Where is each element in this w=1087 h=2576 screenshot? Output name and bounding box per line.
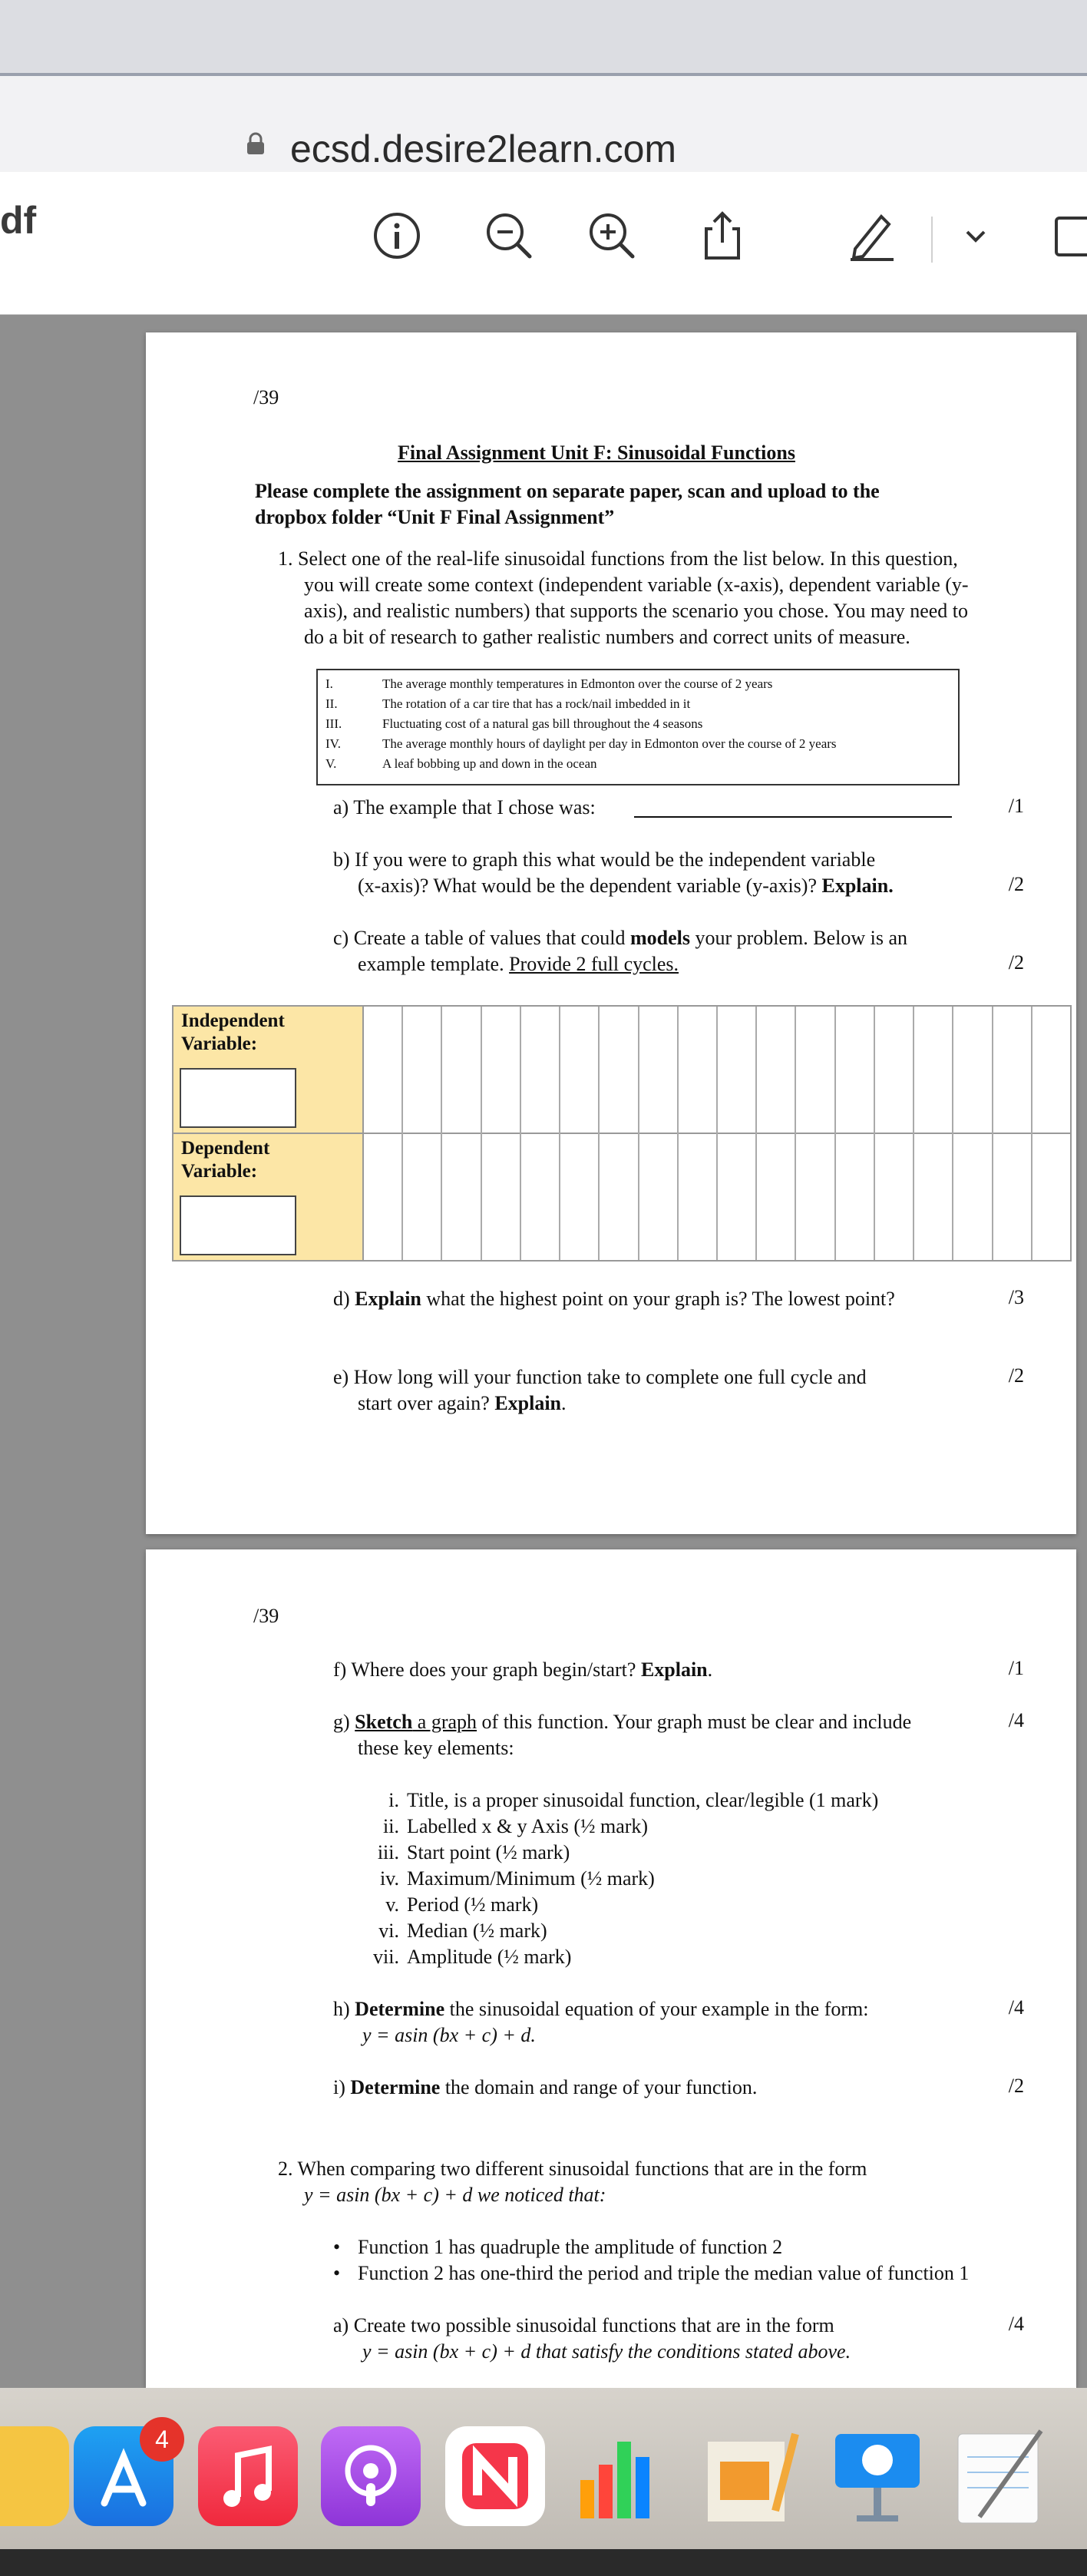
pages-glyph bbox=[700, 2426, 800, 2526]
pdf-page-1 bbox=[146, 332, 1076, 1534]
independent-label: Independent bbox=[181, 1010, 285, 1031]
info-icon[interactable] bbox=[370, 209, 424, 263]
zoom-in-icon[interactable] bbox=[585, 209, 639, 263]
score-total: /39 bbox=[253, 1605, 279, 1627]
option-text: A leaf bobbing up and down in the ocean bbox=[382, 756, 597, 771]
question-1i: i) Determine the domain and range of your function. bbox=[333, 2076, 758, 2098]
option-text: Fluctuating cost of a natural gas bill throughout the 4 seasons bbox=[382, 716, 703, 731]
share-icon[interactable] bbox=[695, 209, 749, 263]
zoom-out-icon[interactable] bbox=[482, 209, 536, 263]
chevron-down-icon[interactable] bbox=[949, 209, 1003, 263]
option-text: The average monthly hours of daylight per day in Edmonton over the course of 2 years bbox=[382, 736, 837, 751]
option-number: IV. bbox=[325, 736, 341, 751]
question-1c-line-1: c) Create a table of values that could models your problem. Below is an bbox=[333, 927, 908, 949]
textedit-icon[interactable] bbox=[949, 2426, 1049, 2526]
question-1g-line-2: these key elements: bbox=[358, 1737, 514, 1759]
option-number: I. bbox=[325, 676, 333, 691]
table-column-line bbox=[677, 1007, 679, 1260]
question-1h-line-1: h) Determine the sinusoidal equation of your example in the form: bbox=[333, 1998, 869, 2020]
bullet-dot: • bbox=[333, 2236, 341, 2258]
news-icon[interactable] bbox=[445, 2426, 545, 2526]
table-column-line bbox=[598, 1007, 600, 1260]
dependent-label: Dependent bbox=[181, 1138, 270, 1159]
marks-1h: /4 bbox=[1008, 1996, 1024, 2019]
keynote-glyph bbox=[828, 2426, 927, 2526]
document-title: df bbox=[0, 199, 37, 242]
question-1-line: axis), and realistic numbers) that supports the scenario you chose. You may need to bbox=[304, 600, 969, 622]
podcast-glyph bbox=[321, 2426, 421, 2526]
element-number: iv. bbox=[379, 1867, 399, 1890]
question-1f: f) Where does your graph begin/start? Explain. bbox=[333, 1658, 713, 1681]
marks-1e: /2 bbox=[1008, 1364, 1024, 1387]
marks-1a: /1 bbox=[1008, 795, 1024, 817]
table-column-line bbox=[913, 1007, 914, 1260]
option-number: III. bbox=[325, 716, 342, 731]
element-text: Start point (½ mark) bbox=[407, 1841, 570, 1863]
numbers-icon[interactable] bbox=[570, 2426, 669, 2526]
question-2-line-2: y = asin (bx + c) + d we noticed that: bbox=[304, 2184, 606, 2206]
pdf-page-2 bbox=[146, 1549, 1076, 2388]
music-icon[interactable] bbox=[198, 2426, 298, 2526]
instructions-line-1: Please complete the assignment on separate paper, scan and upload to the bbox=[255, 480, 880, 502]
marks-2a: /4 bbox=[1008, 2313, 1024, 2335]
option-number: V. bbox=[325, 756, 337, 771]
pages-icon[interactable] bbox=[700, 2426, 800, 2526]
table-column-line bbox=[638, 1007, 639, 1260]
bar-chart-glyph bbox=[570, 2426, 669, 2526]
markup-pen-icon[interactable] bbox=[844, 209, 898, 263]
score-total: /39 bbox=[253, 386, 279, 408]
question-1-line: you will create some context (independent variable (x-axis), dependent variable (y- bbox=[304, 574, 969, 596]
podcasts-icon[interactable] bbox=[321, 2426, 421, 2526]
dock-bottom-edge bbox=[0, 2549, 1087, 2576]
table-column-line bbox=[992, 1007, 993, 1260]
marks-1i: /2 bbox=[1008, 2075, 1024, 2097]
marks-1f: /1 bbox=[1008, 1657, 1024, 1679]
table-of-values bbox=[172, 1005, 1072, 1262]
element-text: Labelled x & y Axis (½ mark) bbox=[407, 1815, 649, 1837]
table-column-line bbox=[874, 1007, 875, 1260]
textedit-glyph bbox=[949, 2426, 1049, 2526]
option-text: The average monthly temperatures in Edmonton over the course of 2 years bbox=[382, 676, 773, 691]
toolbar-separator bbox=[931, 217, 933, 263]
options-box bbox=[316, 669, 960, 785]
question-1e-line-1: e) How long will your function take to complete one full cycle and bbox=[333, 1366, 867, 1388]
notification-badge: 4 bbox=[140, 2417, 184, 2462]
news-glyph bbox=[445, 2426, 545, 2526]
sidebar-icon[interactable] bbox=[1049, 209, 1087, 263]
table-column-line bbox=[481, 1007, 482, 1260]
lock-icon bbox=[246, 132, 266, 155]
window-title-bar bbox=[0, 0, 1087, 76]
table-column-line bbox=[755, 1007, 757, 1260]
question-1g-line-1: g) Sketch a graph of this function. Your graph must be clear and include bbox=[333, 1711, 912, 1733]
row-divider bbox=[173, 1133, 1070, 1134]
assignment-title: Final Assignment Unit F: Sinusoidal Functions bbox=[398, 441, 795, 464]
music-note-glyph bbox=[198, 2426, 298, 2526]
instructions-line-2: dropbox folder “Unit F Final Assignment” bbox=[255, 506, 615, 528]
question-1c-line-2: example template. Provide 2 full cycles. bbox=[358, 953, 679, 975]
question-2a-line-1: a) Create two possible sinusoidal functions that are in the form bbox=[333, 2314, 834, 2336]
bullet-dot: • bbox=[333, 2262, 341, 2284]
question-1b-line-1: b) If you were to graph this what would be the independent variable bbox=[333, 848, 876, 871]
bullet-text: Function 1 has quadruple the amplitude of function 2 bbox=[358, 2236, 783, 2258]
marks-1c: /2 bbox=[1008, 951, 1024, 974]
pdf-toolbar bbox=[0, 172, 1087, 315]
question-2a-line-2: y = asin (bx + c) + d that satisfy the conditions stated above. bbox=[362, 2340, 851, 2363]
answer-line bbox=[634, 816, 952, 818]
table-column-line bbox=[834, 1007, 836, 1260]
element-number: vii. bbox=[373, 1946, 399, 1968]
marks-1d: /3 bbox=[1008, 1286, 1024, 1308]
element-number: i. bbox=[388, 1789, 399, 1811]
table-column-line bbox=[952, 1007, 953, 1260]
element-text: Maximum/Minimum (½ mark) bbox=[407, 1867, 655, 1890]
marks-1g: /4 bbox=[1008, 1709, 1024, 1731]
question-1d: d) Explain what the highest point on your graph is? The lowest point? bbox=[333, 1288, 895, 1310]
dependent-label: Variable: bbox=[181, 1161, 258, 1182]
notes-icon[interactable] bbox=[0, 2426, 69, 2526]
element-number: vi. bbox=[378, 1920, 399, 1942]
question-1a: a) The example that I chose was: bbox=[333, 796, 596, 818]
question-1h-equation: y = asin (bx + c) + d. bbox=[362, 2024, 536, 2046]
element-text: Amplitude (½ mark) bbox=[407, 1946, 572, 1968]
question-1b-line-2: (x-axis)? What would be the dependent variable (y-axis)? Explain. bbox=[358, 875, 894, 897]
question-1-line: do a bit of research to gather realistic numbers and correct units of measure. bbox=[304, 626, 910, 648]
element-text: Period (½ mark) bbox=[407, 1893, 539, 1916]
question-1e-line-2: start over again? Explain. bbox=[358, 1392, 567, 1414]
question-2-line-1: 2. When comparing two different sinusoidal functions that are in the form bbox=[278, 2158, 867, 2180]
bullet-text: Function 2 has one-third the period and triple the median value of function 1 bbox=[358, 2262, 970, 2284]
independent-variable-input[interactable] bbox=[180, 1068, 296, 1128]
table-column-line bbox=[441, 1007, 442, 1260]
dependent-variable-input[interactable] bbox=[180, 1195, 296, 1255]
marks-1b: /2 bbox=[1008, 873, 1024, 895]
table-column-line bbox=[401, 1007, 403, 1260]
table-column-line bbox=[559, 1007, 560, 1260]
question-1-line: 1. Select one of the real-life sinusoidal functions from the list below. In this question, bbox=[278, 547, 958, 570]
element-text: Title, is a proper sinusoidal function, clear/legible (1 mark) bbox=[407, 1789, 879, 1811]
table-column-line bbox=[1031, 1007, 1032, 1260]
element-text: Median (½ mark) bbox=[407, 1920, 547, 1942]
element-number: ii. bbox=[383, 1815, 399, 1837]
table-column-line bbox=[520, 1007, 521, 1260]
keynote-icon[interactable] bbox=[828, 2426, 927, 2526]
option-text: The rotation of a car tire that has a rock/nail imbedded in it bbox=[382, 696, 691, 711]
option-number: II. bbox=[325, 696, 338, 711]
url-text[interactable]: ecsd.desire2learn.com bbox=[290, 127, 677, 170]
table-column-line bbox=[795, 1007, 796, 1260]
table-column-line bbox=[716, 1007, 718, 1260]
element-number: v. bbox=[385, 1893, 399, 1916]
element-number: iii. bbox=[377, 1841, 399, 1863]
independent-label: Variable: bbox=[181, 1033, 258, 1054]
